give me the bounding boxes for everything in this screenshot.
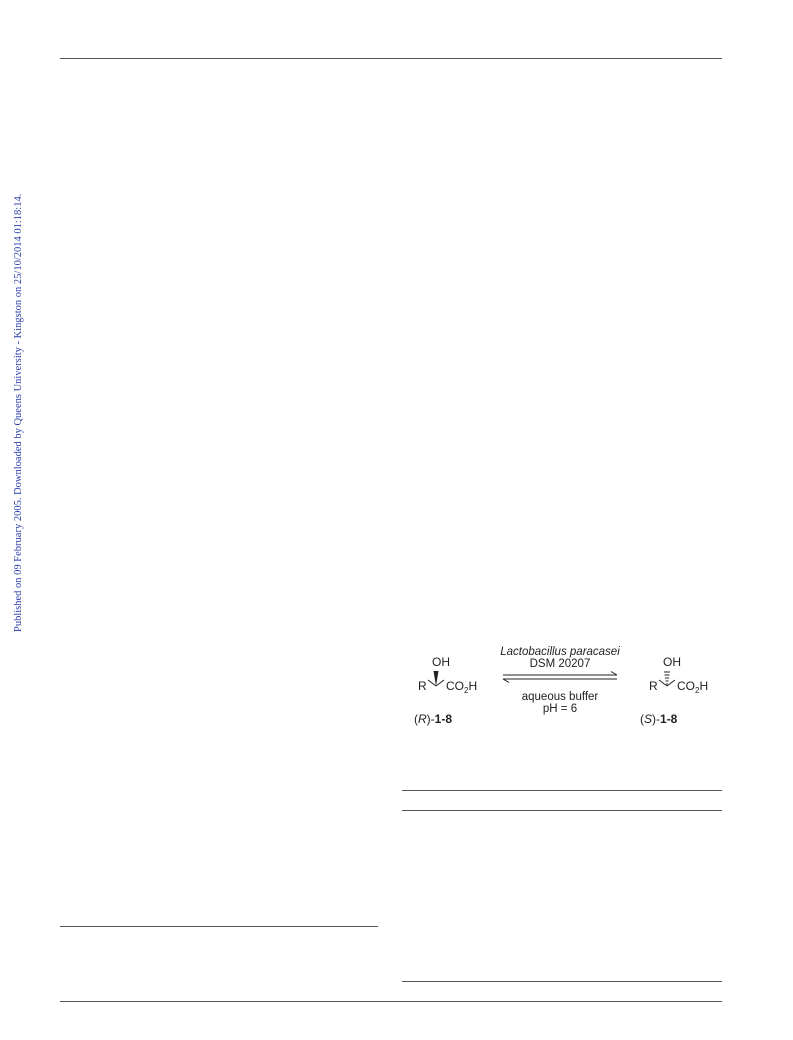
reaction-scheme: [400, 640, 722, 735]
reactant-oh-label: OH: [432, 655, 450, 669]
reactant-structure: [414, 655, 477, 726]
reactant-wedge-bond: [434, 671, 439, 686]
product-r-label: R: [649, 679, 658, 693]
reactant-r-label: R: [418, 679, 427, 693]
reactant-bond-co2h: [436, 680, 444, 686]
conditions-buffer: aqueous buffer: [521, 691, 599, 703]
reaction-scheme-svg: [400, 640, 722, 735]
product-oh-label: OH: [663, 655, 681, 669]
catalyst-strain: DSM 20207: [529, 658, 591, 670]
equilibrium-arrow: [503, 672, 617, 683]
footer-rule: [60, 1001, 722, 1002]
conditions-ph: pH = 6: [542, 703, 578, 715]
footnote-rule: [60, 926, 378, 927]
product-structure: [640, 655, 708, 726]
table-header-rule: [402, 810, 722, 811]
table-top-rule: [402, 790, 722, 791]
catalyst-name: Lactobacillus paracasei: [500, 646, 620, 658]
table-bottom-rule: [402, 981, 722, 982]
product-compound-label: (S)-1-8: [640, 712, 678, 726]
reactant-compound-label: (R)-1-8: [414, 712, 453, 726]
product-hashed-bond: [664, 672, 670, 684]
header-rule: [60, 58, 722, 59]
publication-watermark: [0, 0, 28, 640]
reactant-co2h-label: $CO_2H$: [446, 679, 478, 695]
watermark-text[interactable]: Published on 09 February 2005. Downloaded by Queens University - Kingston on 25/10/2014 01:18:14.: [13, 193, 24, 632]
reactant-bond-r: [428, 680, 436, 686]
product-co2h-label: $CO_2H$: [677, 679, 709, 695]
